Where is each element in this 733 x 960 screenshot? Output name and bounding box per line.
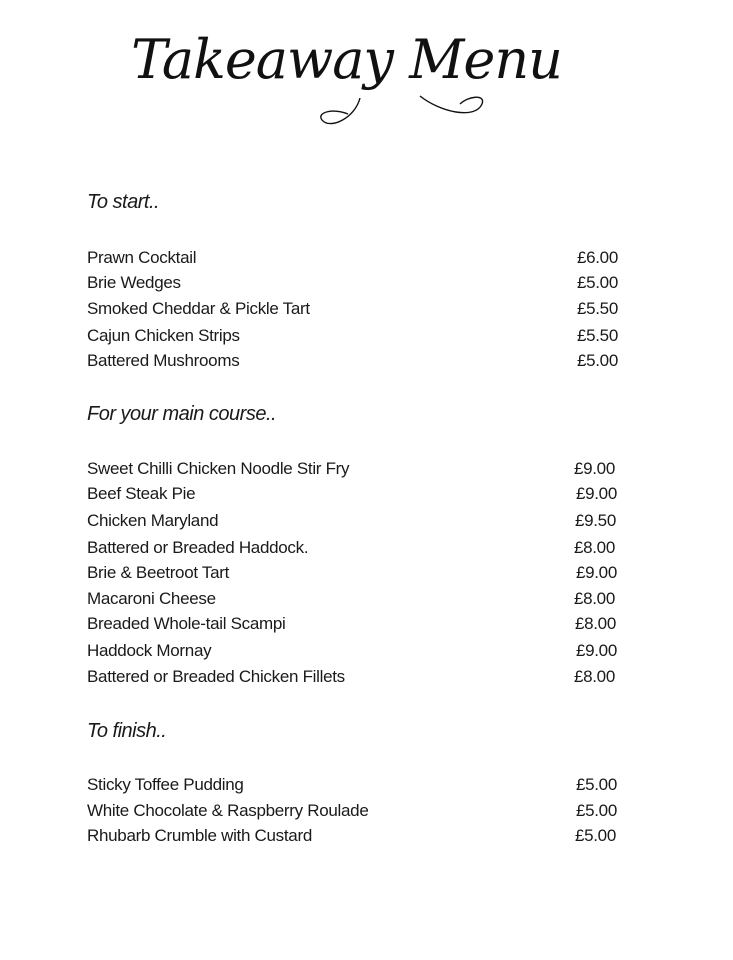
- item-price: £8.00: [573, 538, 615, 557]
- section-heading-main-course: For your main course..: [87, 403, 277, 425]
- item-price: £9.00: [575, 641, 617, 660]
- item-name: Sticky Toffee Pudding: [87, 775, 244, 794]
- item-name: Macaroni Cheese: [87, 589, 216, 608]
- item-name: Battered or Breaded Chicken Fillets: [87, 667, 345, 686]
- item-name: Brie & Beetroot Tart: [87, 563, 230, 582]
- item-price: £8.00: [573, 589, 615, 608]
- item-price: £5.50: [576, 299, 618, 318]
- section-heading-starters: To start..: [87, 191, 160, 213]
- item-name: Sweet Chilli Chicken Noodle Stir Fry: [87, 459, 350, 478]
- section-heading-desserts: To finish..: [87, 720, 167, 742]
- item-name: Rhubarb Crumble with Custard: [87, 826, 312, 845]
- item-price: £8.00: [574, 614, 616, 633]
- menu-title: Takeaway Menu: [131, 28, 562, 91]
- item-price: £5.50: [576, 326, 618, 345]
- item-name: Brie Wedges: [87, 273, 181, 292]
- item-name: Prawn Cocktail: [87, 248, 197, 267]
- item-price: £9.00: [575, 484, 617, 503]
- item-price: £9.50: [574, 511, 616, 530]
- item-price: £5.00: [575, 775, 617, 794]
- item-price: £5.00: [576, 273, 618, 292]
- item-price: £8.00: [573, 667, 615, 686]
- item-name: Cajun Chicken Strips: [87, 326, 240, 345]
- item-name: White Chocolate & Raspberry Roulade: [87, 801, 369, 820]
- item-name: Beef Steak Pie: [87, 484, 196, 503]
- item-name: Haddock Mornay: [87, 641, 212, 660]
- title-flourish-decoration: [300, 90, 490, 135]
- item-name: Chicken Maryland: [87, 511, 219, 530]
- item-price: £9.00: [573, 459, 615, 478]
- item-price: £9.00: [575, 563, 617, 582]
- item-price: £5.00: [575, 801, 617, 820]
- item-price: £5.00: [574, 826, 616, 845]
- item-name: Smoked Cheddar & Pickle Tart: [87, 299, 310, 318]
- item-name: Battered or Breaded Haddock.: [87, 538, 309, 557]
- item-name: Breaded Whole-tail Scampi: [87, 614, 286, 633]
- item-price: £5.00: [576, 351, 618, 370]
- item-name: Battered Mushrooms: [87, 351, 240, 370]
- item-price: £6.00: [576, 248, 618, 267]
